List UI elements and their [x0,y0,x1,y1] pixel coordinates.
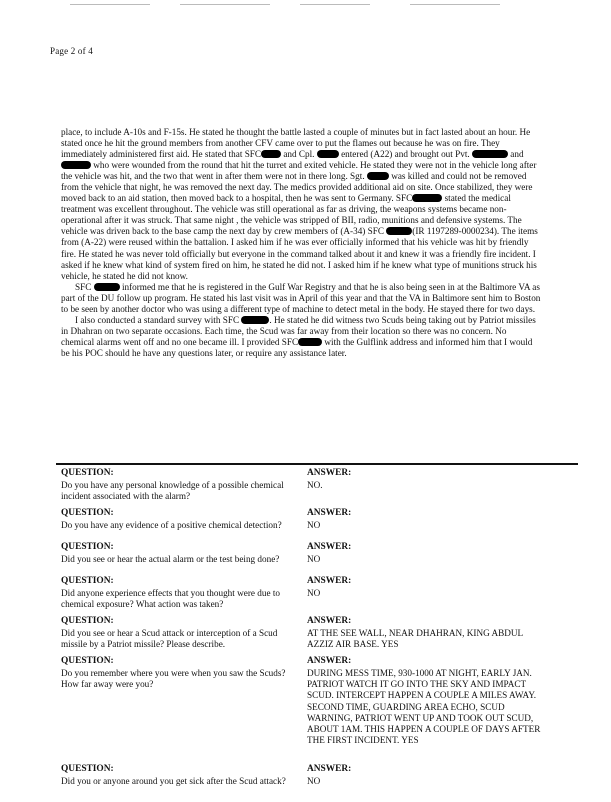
question-label: QUESTION: [61,508,114,518]
question-label: QUESTION: [61,542,114,552]
answer-label: ANSWER: [307,656,352,666]
redaction [472,150,508,158]
answer-label: ANSWER: [307,764,352,774]
qa-item-6 [61,654,551,762]
question-label: QUESTION: [61,764,114,774]
narrative-paragraph-2: SFC informed me that he is registered in the Gulf War Registry and that he is also being seen in at the Baltimore VA as part of the DU follow up program. He stated his last visit was in April of this year and that the VA in Baltimore sent him to Boston to be seen by another doctor who was using a different type of machine to detect metal in the body. He stayed there for two days. [61,281,541,314]
redaction [298,338,322,346]
answer-text: NO [307,776,321,786]
redaction [367,172,389,180]
answer-label: ANSWER: [307,576,352,586]
answer-label: ANSWER: [307,468,352,478]
qa-item-2 [61,506,551,540]
page-number: Page 2 of 4 [50,46,93,56]
answer-label: ANSWER: [307,616,352,626]
redaction [386,227,412,235]
narrative-paragraph-3: I also conducted a standard survey with SFC . He stated he did witness two Scuds being taking out by Patriot missiles in Dhahran on two separate occasions. Each time, the Scud was far away from their location so there was no concern. No chemical alarms went off and no one became ill. I provided SFC with the Gulflink address and informed him that I would be his POC should he have any questions later, or require any assistance later. [61,314,536,358]
question-text: Did you see or hear a Scud attack or interception of a Scud missile by a Patriot missile? Please describe. [61,628,278,650]
answer-label: ANSWER: [307,508,352,518]
question-label: QUESTION: [61,576,114,586]
question-text: Do you remember where you were when you saw the Scuds? How far away were you? [61,668,286,690]
question-text: Did you or anyone around you get sick after the Scud attack? [61,776,286,786]
redaction [317,150,339,158]
answer-text: AT THE SEE WALL, NEAR DHAHRAN, KING ABDUL AZZIZ AIR BASE. YES [307,628,523,650]
question-text: Did you see or hear the actual alarm or the test being done? [61,554,280,564]
qa-item-3 [61,540,551,574]
answer-text: DURING MESS TIME, 930-1000 AT NIGHT, EARLY JAN. PATRIOT WATCH IT GO INTO THE SKY AND IMPACT SCUD. INTERCEPT HAPPEN A COUPLE A MILES AWAY. SECOND TIME, GUARDING AREA ECHO, SCUD WARNING, PATRIOT WENT UP AND TOOK OUT SCUD, ABOUT 1AM. THIS HAPPEN A COUPLE OF DAYS AFTER THE FIRST INCIDENT. YES [307,668,541,746]
redaction [94,283,120,291]
qa-item-7 [61,762,551,802]
question-label: QUESTION: [61,468,114,478]
survey-qa [61,466,551,802]
narrative-text [61,127,541,359]
qa-item-4 [61,574,551,614]
redaction [61,161,91,169]
answer-text: NO [307,588,321,598]
answer-label: ANSWER: [307,542,352,552]
narrative-paragraph-1: place, to include A-10s and F-15s. He stated he thought the battle lasted a couple of minutes but in fact lasted about an hour. He stated once he hit the ground members from another CFV came over to put the flames out because he was on fire. They immediately administered first aid. He stated that SFC and Cpl. entered (A22) and brought out Pvt. and who were wounded from the round that hit the turret and exited vehicle. He stated they were not in the vehicle long after the vehicle was hit, and the two that went in after them were not in there long. Sgt. was killed and could not be removed from the vehicle that night, he was removed the next day. The medics provided additional aid on site. Once stabilized, they were moved back to an aid station, then moved back to a hospital, then he was sent to Germany. SFC stated the medical treatment was excellent throughout. The vehicle was still operational as far as driving, the weapons systems became non-operational after it was struck. That same night , the vehicle was stripped of BII, radio, munitions and defensive systems. The vehicle was driven back to the base camp the next day by crew members of (A-34) SFC (IR 1197289-0000234). The items from (A-22) were reused within the battalion. I asked him if he was ever officially informed that his vehicle was hit by friendly fire. He stated he was never told officially but everyone in the command talked about it and knew it was a friendly fire incident. I asked if he knew what kind of system fired on him, he stated he did not. I asked him if he knew what type of munitions struck his vehicle, he stated he did not know. [61,127,538,281]
answer-text: NO. [307,480,323,490]
question-text: Do you have any personal knowledge of a possible chemical incident associated with the alarm? [61,480,284,502]
section-divider [56,463,578,465]
redaction [261,150,281,158]
answer-text: NO [307,520,321,530]
redaction [241,316,269,324]
answer-text: NO [307,554,321,564]
question-text: Do you have any evidence of a positive chemical detection? [61,520,282,530]
top-scan-lines [0,0,611,12]
qa-item-5 [61,614,551,654]
question-label: QUESTION: [61,616,114,626]
question-label: QUESTION: [61,656,114,666]
redaction [412,194,442,202]
question-text: Did anyone experience effects that you thought were due to chemical exposure? What action was taken? [61,588,280,610]
qa-item-1 [61,466,551,506]
